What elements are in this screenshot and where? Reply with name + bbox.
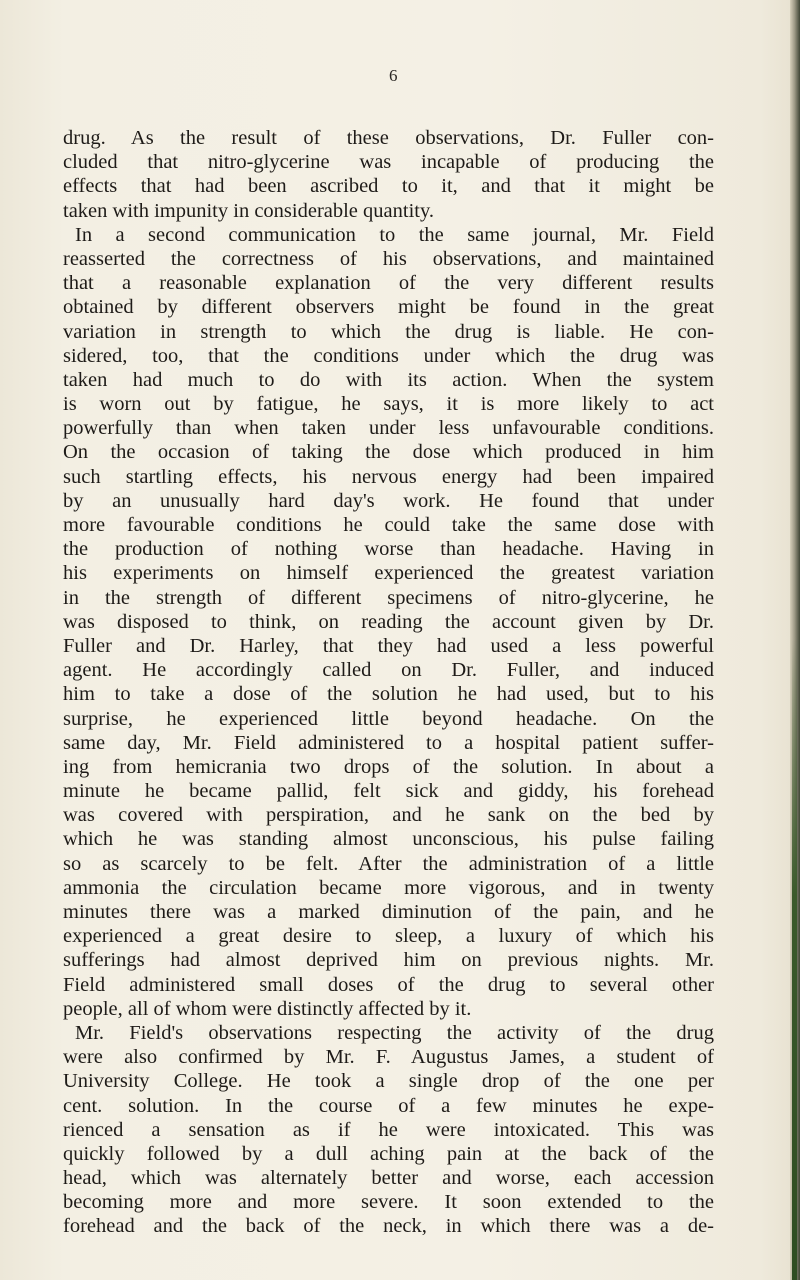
text-line: drug. As the result of these observations, Dr. Fuller con- [63, 127, 714, 149]
text-line: becoming more and more severe. It soon extended to the [63, 1191, 714, 1214]
text-line: that a reasonable explanation of the very different results [63, 272, 714, 295]
text-line: in the strength of different specimens of nitro-glycerine, he [63, 586, 714, 609]
text-line: obtained by different observers might be found in the great [63, 296, 714, 319]
text-line: so as scarcely to be felt. After the administration of a little [63, 852, 714, 875]
text-line: variation in strength to which the drug is liable. He con- [63, 320, 714, 343]
text-line: same day, Mr. Field administered to a hospital patient suffer- [63, 731, 714, 754]
text-line: forehead and the back of the neck, in which there was a de- [63, 1215, 714, 1238]
text-line: Mr. Field's observations respecting the activity of the drug [75, 1021, 714, 1044]
text-line: In a second communication to the same journal, Mr. Field [75, 223, 714, 246]
text-line: surprise, he experienced little beyond headache. On the [63, 707, 714, 730]
text-line: ing from hemicrania two drops of the solution. In about a [63, 755, 714, 778]
text-line: University College. He took a single drop of the one per [63, 1070, 714, 1093]
text-line: him to take a dose of the solution he had used, but to his [63, 683, 714, 706]
text-line: which he was standing almost unconscious, his pulse failing [63, 828, 714, 851]
text-line: taken with impunity in considerable quantity. [63, 199, 435, 222]
text-line: powerfully than when taken under less unfavourable conditions. [63, 417, 714, 440]
text-line: were also confirmed by Mr. F. Augustus James, a student of [63, 1046, 714, 1069]
page-number: 6 [389, 66, 399, 85]
binding-shadow [792, 640, 797, 1280]
text-line: head, which was alternately better and worse, each accession [63, 1167, 714, 1190]
body-text [63, 126, 714, 1239]
text-line: reasserted the correctness of his observations, and maintained [63, 247, 714, 270]
text-line: sufferings had almost deprived him on previous nights. Mr. [63, 949, 714, 972]
text-line: people, all of whom were distinctly affected by it. [63, 997, 472, 1020]
text-line: minute he became pallid, felt sick and giddy, his forehead [63, 780, 714, 803]
text-line: ammonia the circulation became more vigorous, and in twenty [63, 876, 714, 899]
text-line: is worn out by fatigue, he says, it is more likely to act [63, 393, 714, 416]
text-line: experienced a great desire to sleep, a luxury of which his [63, 925, 714, 948]
text-line: his experiments on himself experienced the greatest variation [63, 562, 714, 585]
text-line: cent. solution. In the course of a few minutes he expe- [63, 1094, 714, 1117]
text-line: by an unusually hard day's work. He found that under [63, 489, 714, 512]
text-line: was disposed to think, on reading the account given by Dr. [63, 610, 714, 633]
text-line: On the occasion of taking the dose which produced in him [63, 441, 714, 464]
text-line: effects that had been ascribed to it, and that it might be [63, 175, 714, 198]
text-line: Field administered small doses of the drug to several other [63, 973, 714, 996]
text-line: sidered, too, that the conditions under which the drug was [63, 344, 714, 367]
text-line: such startling effects, his nervous energy had been impaired [63, 465, 714, 488]
text-line: rienced a sensation as if he were intoxicated. This was [63, 1118, 714, 1141]
text-line: minutes there was a marked diminution of the pain, and he [63, 901, 714, 923]
text-line: more favourable conditions he could take the same dose with [63, 514, 714, 536]
text-line: Fuller and Dr. Harley, that they had used a less powerful [63, 634, 714, 657]
text-line: taken had much to do with its action. When the system [63, 368, 714, 391]
text-line: the production of nothing worse than headache. Having in [63, 538, 714, 561]
text-line: was covered with perspiration, and he sank on the bed by [63, 804, 714, 827]
text-line: agent. He accordingly called on Dr. Fuller, and induced [63, 659, 714, 682]
text-line: cluded that nitro-glycerine was incapable of producing the [63, 151, 714, 174]
text-line: quickly followed by a dull aching pain at the back of the [63, 1142, 714, 1165]
